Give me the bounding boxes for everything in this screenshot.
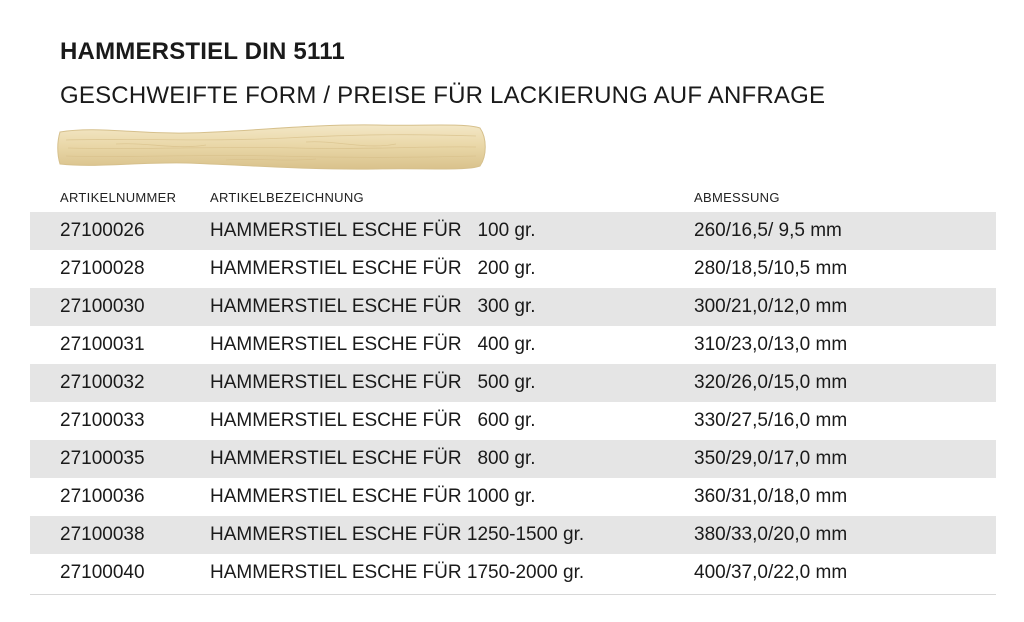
table-row xyxy=(30,554,996,592)
article-description: HAMMERSTIEL ESCHE FÜR 400 gr. xyxy=(210,334,536,355)
column-header-dimensions: ABMESSUNG xyxy=(694,190,780,205)
page-subtitle: GESCHWEIFTE FORM / PREISE FÜR LACKIERUNG AUF ANFRAGE xyxy=(60,82,826,109)
article-number: 27100038 xyxy=(60,524,145,545)
article-number: 27100032 xyxy=(60,372,145,393)
article-description: HAMMERSTIEL ESCHE FÜR 1750-2000 gr. xyxy=(210,562,585,583)
article-description: HAMMERSTIEL ESCHE FÜR 1000 gr. xyxy=(210,486,536,507)
article-dimensions: 280/18,5/10,5 mm xyxy=(694,258,848,279)
article-number: 27100040 xyxy=(60,562,145,583)
wooden-hammer-handle-icon xyxy=(56,120,488,174)
table-row xyxy=(30,212,996,250)
article-description: HAMMERSTIEL ESCHE FÜR 300 gr. xyxy=(210,296,536,317)
table-header xyxy=(30,186,996,212)
table-row xyxy=(30,402,996,440)
article-table xyxy=(30,186,996,595)
article-description: HAMMERSTIEL ESCHE FÜR 1250-1500 gr. xyxy=(210,524,585,545)
article-number: 27100026 xyxy=(60,220,145,241)
article-number: 27100033 xyxy=(60,410,145,431)
article-description: HAMMERSTIEL ESCHE FÜR 100 gr. xyxy=(210,220,536,241)
article-number: 27100028 xyxy=(60,258,145,279)
article-description: HAMMERSTIEL ESCHE FÜR 800 gr. xyxy=(210,448,536,469)
article-dimensions: 310/23,0/13,0 mm xyxy=(694,334,848,355)
article-dimensions: 300/21,0/12,0 mm xyxy=(694,296,848,317)
table-row xyxy=(30,250,996,288)
table-row xyxy=(30,364,996,402)
page-title: HAMMERSTIEL DIN 5111 xyxy=(60,38,345,65)
article-dimensions: 350/29,0/17,0 mm xyxy=(694,448,848,469)
article-description: HAMMERSTIEL ESCHE FÜR 600 gr. xyxy=(210,410,536,431)
article-number: 27100030 xyxy=(60,296,145,317)
article-number: 27100036 xyxy=(60,486,145,507)
article-dimensions: 330/27,5/16,0 mm xyxy=(694,410,848,431)
table-row xyxy=(30,326,996,364)
column-header-description: ARTIKELBEZEICHNUNG xyxy=(210,190,364,205)
table-row xyxy=(30,440,996,478)
table-bottom-divider xyxy=(30,594,996,595)
article-description: HAMMERSTIEL ESCHE FÜR 200 gr. xyxy=(210,258,536,279)
article-dimensions: 360/31,0/18,0 mm xyxy=(694,486,848,507)
article-number: 27100031 xyxy=(60,334,145,355)
table-row xyxy=(30,516,996,554)
article-description: HAMMERSTIEL ESCHE FÜR 500 gr. xyxy=(210,372,536,393)
article-number: 27100035 xyxy=(60,448,145,469)
table-body xyxy=(30,212,996,592)
table-row xyxy=(30,478,996,516)
article-dimensions: 260/16,5/ 9,5 mm xyxy=(694,220,842,241)
article-dimensions: 320/26,0/15,0 mm xyxy=(694,372,848,393)
column-header-article-number: ARTIKELNUMMER xyxy=(60,190,177,205)
article-dimensions: 380/33,0/20,0 mm xyxy=(694,524,848,545)
article-dimensions: 400/37,0/22,0 mm xyxy=(694,562,848,583)
table-row xyxy=(30,288,996,326)
